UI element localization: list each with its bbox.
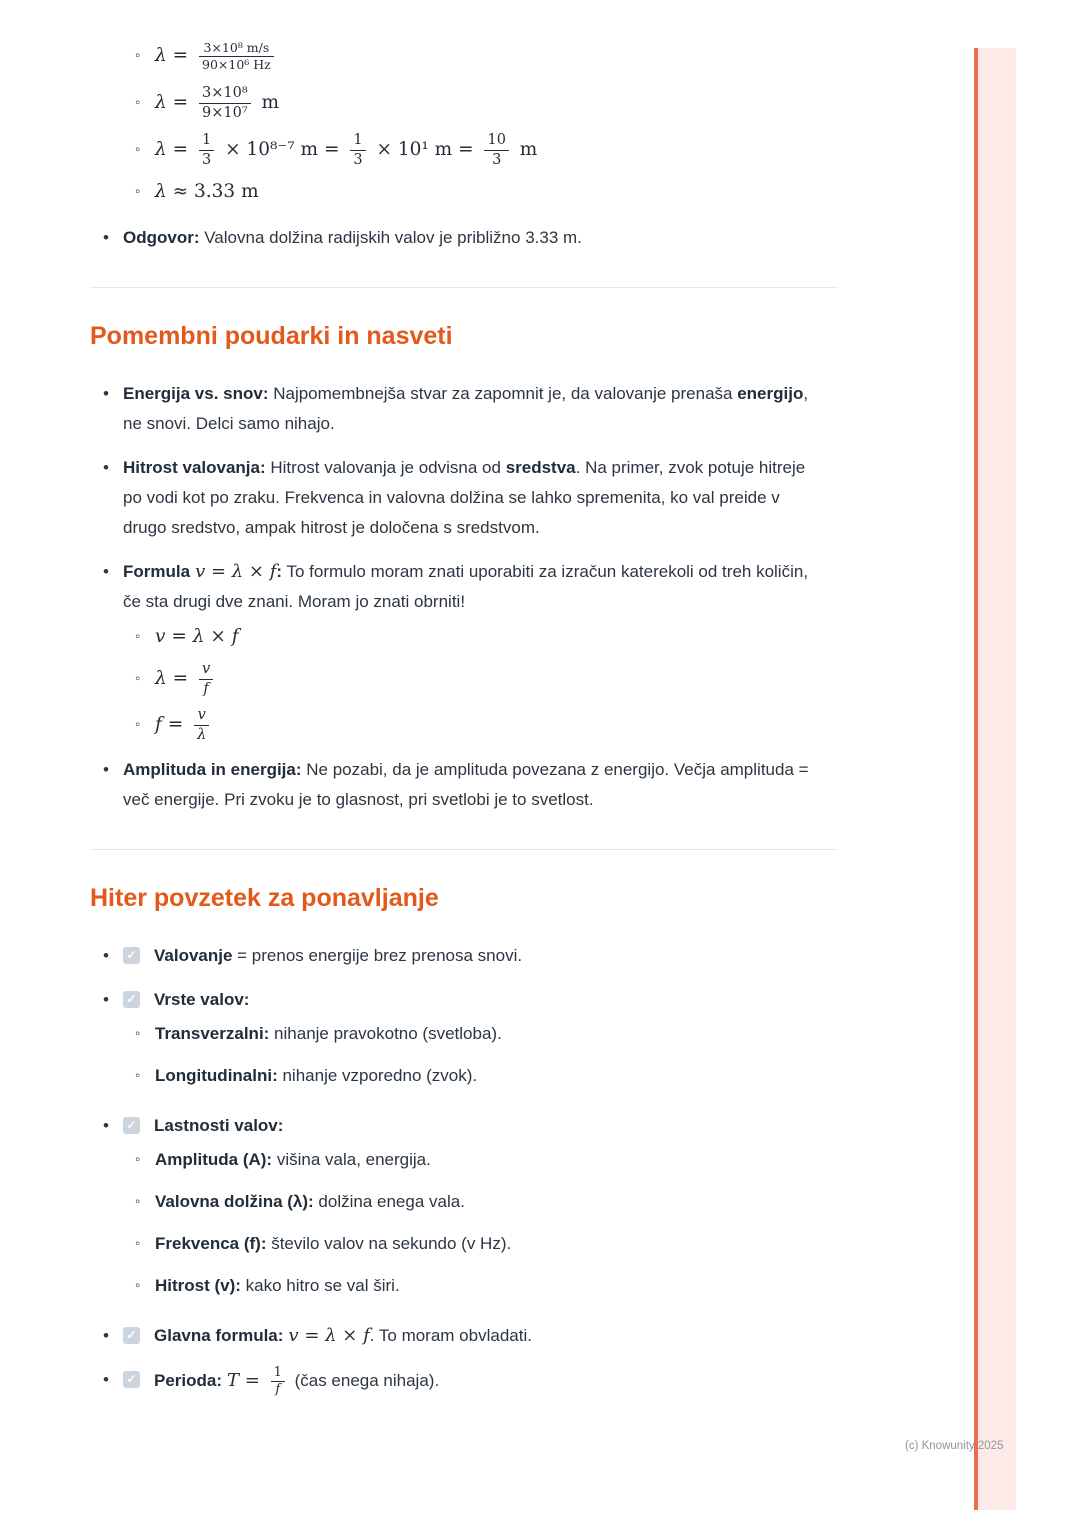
bullet-icon: • bbox=[103, 1370, 109, 1389]
bullet-icon: • bbox=[103, 990, 109, 1009]
sub-item-longitudinalni: ◦ Longitudinalni: nihanje vzporedno (zvok). bbox=[90, 1061, 838, 1091]
math-expression: f = $\frac{v}{\lambda}$ bbox=[155, 705, 214, 745]
answer-item bbox=[90, 223, 838, 253]
bullet-icon: • bbox=[103, 458, 109, 477]
circle-bullet-icon: ◦ bbox=[135, 1067, 141, 1084]
fraction: $\frac{v}{\lambda}$ bbox=[194, 706, 209, 743]
math-expression: λ = $\frac{\text{3×10⁸ m/s}}{\text{90×10⁶ Hz}}$ bbox=[155, 36, 279, 76]
list-item-hitrost-valovanja: • Hitrost valovanja: Hitrost valovanja je odvisna od sredstva. Na primer, zvok potuje hitreje po vodi kot po zraku. Frekvenca in valovna dolžina se lahko spremenita, ko val preide v drugo sredstvo, ampak hitrost je določena s sredstvom. bbox=[90, 453, 838, 543]
circle-bullet-icon: ◦ bbox=[135, 1193, 141, 1210]
circle-bullet-icon: ◦ bbox=[135, 670, 141, 687]
list-item-formula: • Formula v = λ × f: To formulo moram znati uporabiti za izračun katerekoli od treh količin, če sta drugi dve znani. Moram jo znati obrniti! bbox=[90, 557, 838, 617]
sub-item-hitrost: ◦ Hitrost (v): kako hitro se val širi. bbox=[90, 1271, 838, 1301]
section-divider bbox=[90, 849, 838, 850]
inline-math: T = $\frac{1}{f}$ bbox=[227, 1370, 290, 1391]
sub-item-amplituda: ◦ Amplituda (A): višina vala, energija. bbox=[90, 1145, 838, 1175]
inline-math: v = λ × f bbox=[288, 1325, 370, 1346]
circle-bullet-icon: ◦ bbox=[135, 1235, 141, 1252]
checklist-item-valovanje: • ✓ Valovanje = prenos energije brez prenosa snovi. bbox=[90, 941, 838, 971]
bullet-icon: • bbox=[103, 1116, 109, 1135]
bullet-icon: • bbox=[103, 562, 109, 581]
sub-item-frekvenca: ◦ Frekvenca (f): število valov na sekundo (v Hz). bbox=[90, 1229, 838, 1259]
circle-bullet-icon: ◦ bbox=[135, 183, 141, 200]
circle-bullet-icon: ◦ bbox=[135, 1277, 141, 1294]
checkbox-icon: ✓ bbox=[123, 1327, 140, 1344]
math-step-4 bbox=[90, 177, 838, 207]
checkbox-icon: ✓ bbox=[123, 1117, 140, 1134]
bullet-icon: • bbox=[103, 384, 109, 403]
checkbox-icon: ✓ bbox=[123, 947, 140, 964]
circle-bullet-icon: ◦ bbox=[135, 716, 141, 733]
copyright-notice: (c) Knowunity 2025 bbox=[905, 1440, 1004, 1452]
solution-steps-list bbox=[90, 36, 838, 207]
circle-bullet-icon: ◦ bbox=[135, 94, 141, 111]
math-step-3 bbox=[90, 130, 838, 170]
math-expression: λ ≈ 3.33 m bbox=[155, 181, 259, 202]
bullet-icon: • bbox=[103, 1326, 109, 1345]
checklist-item-perioda: • ✓ Perioda: T = $\frac{1}{f}$ (čas enega nihaja). bbox=[103, 1365, 440, 1397]
math-expression: λ = $\frac{v}{f}$ bbox=[155, 659, 218, 699]
math-step-1 bbox=[90, 36, 838, 76]
fraction: $\frac{\text{3×10⁸}}{\text{9×10⁷}}$ bbox=[199, 84, 251, 121]
inline-math: v = λ × f bbox=[195, 561, 277, 582]
fraction: $\frac{\text{3×10⁸ m/s}}{\text{90×10⁶ Hz}}$ bbox=[199, 40, 274, 72]
circle-bullet-icon: ◦ bbox=[135, 141, 141, 158]
checklist-item-lastnosti-valov: • ✓ Lastnosti valov: bbox=[90, 1111, 838, 1141]
circle-bullet-icon: ◦ bbox=[135, 47, 141, 64]
document-body bbox=[90, 36, 838, 1411]
section-heading-summary: Hiter povzetek za ponavljanje bbox=[90, 884, 439, 912]
math-expression: λ = $\frac{\text{3×10⁸}}{\text{9×10⁷}}$ m bbox=[155, 85, 280, 121]
checklist-item-vrste-valov: • ✓ Vrste valov: bbox=[90, 985, 838, 1015]
sub-item-valovna-dolzina: ◦ Valovna dolžina (λ): dolžina enega vala. bbox=[90, 1187, 838, 1217]
bullet-icon: • bbox=[103, 946, 109, 965]
fraction: $\frac{1}{f}$ bbox=[271, 1365, 285, 1397]
formula-variant-2 bbox=[90, 659, 838, 699]
checkbox-icon: ✓ bbox=[123, 991, 140, 1008]
fraction: $\frac{1}{3}$ bbox=[350, 131, 365, 168]
page-edge-ribbon bbox=[974, 48, 1016, 1510]
bullet-icon: • bbox=[103, 228, 109, 247]
circle-bullet-icon: ◦ bbox=[135, 628, 141, 645]
fraction: $\frac{1}{3}$ bbox=[199, 131, 214, 168]
math-expression: λ = $\frac{1}{3}$ × 10⁸⁻⁷ m = $\frac{1}{3}$ × 10¹ m = $\frac{10}{3}$ m bbox=[155, 132, 538, 168]
bullet-icon: • bbox=[103, 760, 109, 779]
math-expression: v = λ × f bbox=[155, 626, 239, 647]
circle-bullet-icon: ◦ bbox=[135, 1025, 141, 1042]
formula-variant-1 bbox=[90, 621, 838, 653]
list-item-energija-vs-snov: • Energija vs. snov: Najpomembnejša stvar za zapomnit je, da valovanje prenaša energijo, ne snovi. Delci samo nihajo. bbox=[90, 379, 838, 439]
list-item-amplituda-energija: • Amplituda in energija: Ne pozabi, da je amplituda povezana z energijo. Večja amplituda = več energije. Pri zvoku je to glasnost, pri svetlobi je to svetlost. bbox=[90, 755, 838, 815]
circle-bullet-icon: ◦ bbox=[135, 1151, 141, 1168]
math-step-2 bbox=[90, 83, 838, 123]
fraction: $\frac{v}{f}$ bbox=[199, 660, 213, 697]
sub-item-transverzalni: ◦ Transverzalni: nihanje pravokotno (svetloba). bbox=[90, 1019, 838, 1049]
checkbox-icon: ✓ bbox=[123, 1371, 140, 1388]
section-heading-key-points: Pomembni poudarki in nasveti bbox=[90, 322, 453, 350]
formula-variants-list bbox=[90, 621, 838, 745]
answer-text: Odgovor: Valovna dolžina radijskih valov je približno 3.33 m. bbox=[123, 228, 582, 247]
fraction: $\frac{10}{3}$ bbox=[484, 131, 508, 168]
section-divider bbox=[90, 287, 838, 288]
formula-variant-3 bbox=[90, 705, 838, 745]
checklist-item-glavna-formula: • ✓ Glavna formula: v = λ × f. To moram obvladati. bbox=[90, 1321, 838, 1351]
